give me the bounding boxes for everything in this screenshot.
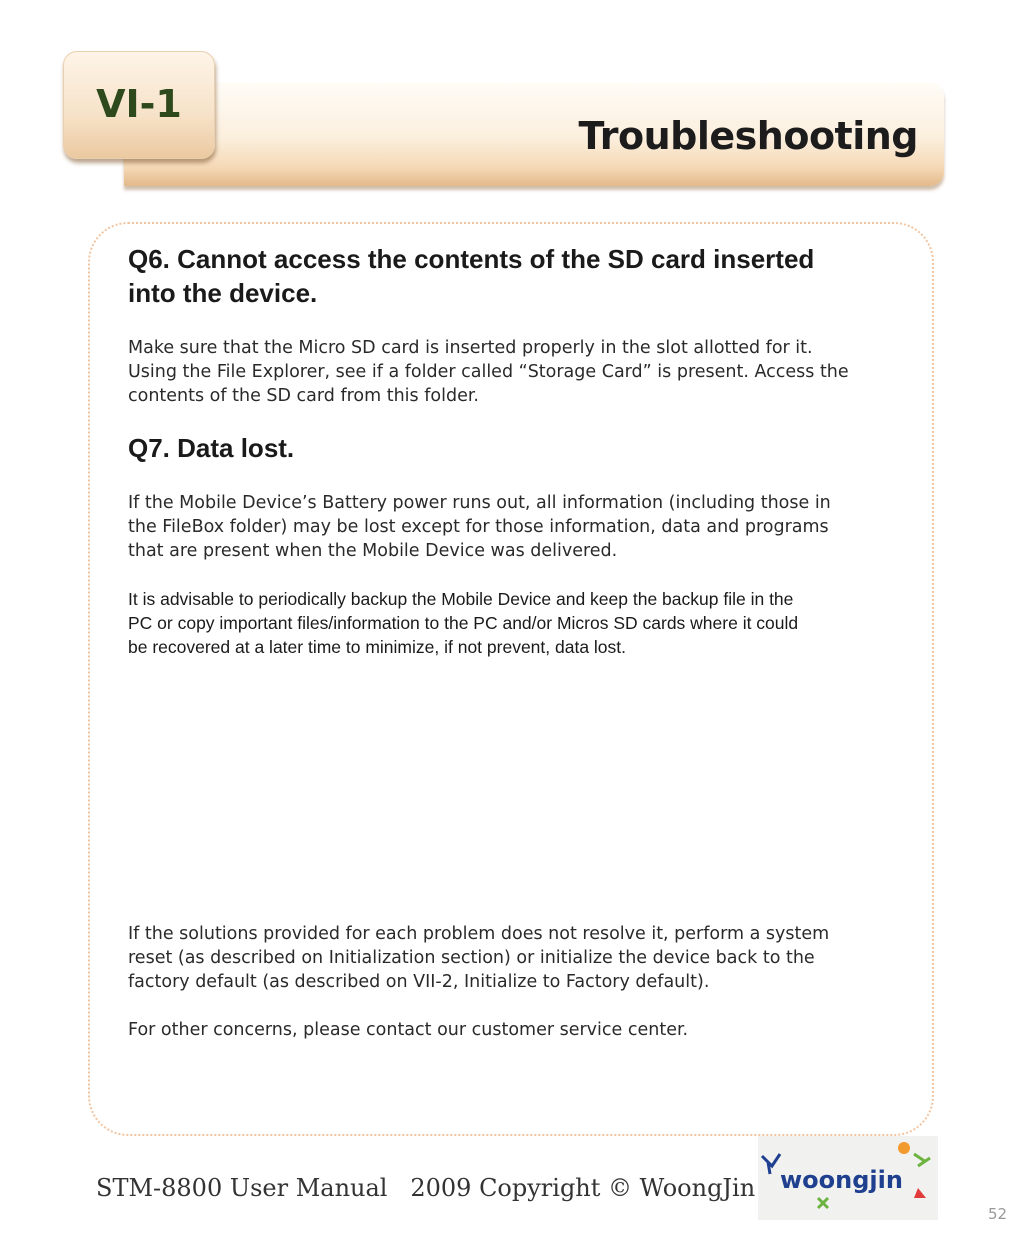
section-number: VI-1 xyxy=(96,82,182,126)
logo-triangle-icon xyxy=(914,1188,926,1198)
q6-heading: Q6. Cannot access the contents of the SD card inserted into the device. xyxy=(128,244,815,308)
logo-figure-icon xyxy=(762,1154,780,1174)
logo-leaf-icon xyxy=(914,1154,930,1166)
logo-graphic xyxy=(758,1136,938,1220)
fallback-note: If the solutions provided for each problem does not resolve it, perform a system reset (as described on Initialization section) or initialize the device back to the factory default (as described on VII-2, Initialize to Factory default). xyxy=(128,924,830,992)
contact-note: For other concerns, please contact our customer service center. xyxy=(128,1020,689,1040)
footer-manual-text: STM-8800 User Manual 2009 Copyright © WoongJin xyxy=(96,1174,756,1202)
q7-answer: If the Mobile Device’s Battery power runs out, all information (including those in the FileBox folder) may be lost except for those information, data and programs that are present when the Mobile Device was delivered. xyxy=(128,493,831,561)
logo-sun-icon xyxy=(898,1142,910,1154)
woongjin-logo xyxy=(758,1136,938,1220)
section-tab xyxy=(63,51,215,159)
page-number: 52 xyxy=(988,1205,1008,1223)
header-bar xyxy=(124,82,944,186)
page-title: Troubleshooting xyxy=(578,114,918,158)
q6-answer: Make sure that the Micro SD card is inserted properly in the slot allotted for it. Using the File Explorer, see if a folder called “Storage Card” is present. Access the contents of the SD card from this folder. xyxy=(128,338,849,406)
q7-advice: It is advisable to periodically backup the Mobile Device and keep the backup file in the PC or copy important files/information to the PC and/or Micros SD cards where it could be recovered at a later time to minimize, if not prevent, data lost. xyxy=(128,589,799,657)
logo-wordmark: woongjin xyxy=(780,1166,903,1194)
logo-star-icon xyxy=(818,1198,828,1208)
q7-heading: Q7. Data lost. xyxy=(128,433,295,463)
